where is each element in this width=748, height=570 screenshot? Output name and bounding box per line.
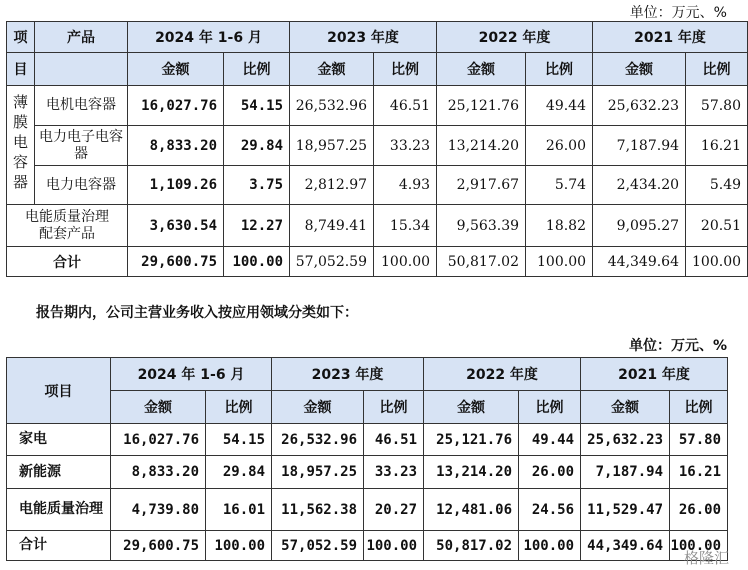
cell-ratio: 100.00 bbox=[206, 531, 272, 561]
cell-ratio: 4.93 bbox=[374, 166, 437, 205]
cell-amount: 44,349.64 bbox=[593, 247, 686, 277]
cell-ratio: 57.80 bbox=[686, 86, 748, 126]
header-period-2022: 2022 年度 bbox=[424, 358, 581, 391]
cell-ratio: 26.00 bbox=[519, 456, 581, 489]
cell-ratio: 100.00 bbox=[224, 247, 290, 277]
cell-amount: 9,563.39 bbox=[437, 205, 526, 247]
cell-ratio: 3.75 bbox=[224, 166, 290, 205]
cell-ratio: 46.51 bbox=[374, 86, 437, 126]
cell-ratio: 20.51 bbox=[686, 205, 748, 247]
header-period-2023: 2023 年度 bbox=[290, 22, 437, 53]
watermark-logo: 格隆汇 bbox=[683, 549, 729, 567]
header-ratio: 比例 bbox=[686, 53, 748, 86]
row-label: 电力电容器 bbox=[35, 166, 128, 205]
row-label: 电力电子电容器 bbox=[35, 126, 128, 166]
cell-amount: 7,187.94 bbox=[581, 456, 670, 489]
cell-ratio: 16.01 bbox=[206, 489, 272, 531]
cell-amount: 2,917.67 bbox=[437, 166, 526, 205]
row-label: 家电 bbox=[7, 424, 111, 456]
header-amount: 金额 bbox=[424, 391, 519, 424]
cell-amount: 57,052.59 bbox=[290, 247, 374, 277]
cell-ratio: 16.21 bbox=[670, 456, 728, 489]
cell-amount: 50,817.02 bbox=[424, 531, 519, 561]
header-amount: 金额 bbox=[111, 391, 206, 424]
cell-ratio: 15.34 bbox=[374, 205, 437, 247]
cell-amount: 25,632.23 bbox=[581, 424, 670, 456]
header-ratio: 比例 bbox=[519, 391, 581, 424]
header-ratio: 比例 bbox=[670, 391, 728, 424]
cell-amount: 11,562.38 bbox=[272, 489, 364, 531]
row-label: 电能质量治理 bbox=[7, 489, 111, 531]
row-label: 新能源 bbox=[7, 456, 111, 489]
cell-ratio: 54.15 bbox=[224, 86, 290, 126]
cell-amount: 13,214.20 bbox=[424, 456, 519, 489]
total-label: 合计 bbox=[7, 247, 128, 277]
cell-ratio: 24.56 bbox=[519, 489, 581, 531]
header-amount: 金额 bbox=[128, 53, 224, 86]
cell-amount: 4,739.80 bbox=[111, 489, 206, 531]
cell-amount: 12,481.06 bbox=[424, 489, 519, 531]
cell-amount: 2,812.97 bbox=[290, 166, 374, 205]
section-sentence: 报告期内，公司主营业务收入按应用领域分类如下： bbox=[36, 305, 358, 321]
header-period-2024h1: 2024 年 1-6 月 bbox=[128, 22, 290, 53]
cell-amount: 8,833.20 bbox=[128, 126, 224, 166]
header-amount: 金额 bbox=[272, 391, 364, 424]
cell-ratio: 20.27 bbox=[364, 489, 424, 531]
cell-amount: 29,600.75 bbox=[128, 247, 224, 277]
cell-amount: 25,121.76 bbox=[437, 86, 526, 126]
header-ratio: 比例 bbox=[526, 53, 593, 86]
cell-amount: 57,052.59 bbox=[272, 531, 364, 561]
cell-ratio: 16.21 bbox=[686, 126, 748, 166]
cell-amount: 1,109.26 bbox=[128, 166, 224, 205]
header-product-empty bbox=[35, 53, 128, 86]
cell-amount: 16,027.76 bbox=[128, 86, 224, 126]
cell-ratio: 57.80 bbox=[670, 424, 728, 456]
cell-amount: 25,121.76 bbox=[424, 424, 519, 456]
cell-ratio: 5.74 bbox=[526, 166, 593, 205]
total-label: 合计 bbox=[7, 531, 111, 561]
cell-amount: 9,095.27 bbox=[593, 205, 686, 247]
header-period-2022: 2022 年度 bbox=[437, 22, 593, 53]
cell-amount: 50,817.02 bbox=[437, 247, 526, 277]
application-revenue-table bbox=[6, 357, 728, 561]
cell-ratio: 100.00 bbox=[374, 247, 437, 277]
cell-ratio: 26.00 bbox=[670, 489, 728, 531]
cell-amount: 25,632.23 bbox=[593, 86, 686, 126]
cell-ratio: 54.15 bbox=[206, 424, 272, 456]
header-item-cont: 目 bbox=[7, 53, 35, 86]
cell-ratio: 49.44 bbox=[519, 424, 581, 456]
cell-ratio: 26.00 bbox=[526, 126, 593, 166]
header-item: 项 bbox=[7, 22, 35, 53]
header-ratio: 比例 bbox=[374, 53, 437, 86]
header-product: 产品 bbox=[35, 22, 128, 53]
cell-ratio: 18.82 bbox=[526, 205, 593, 247]
header-ratio: 比例 bbox=[224, 53, 290, 86]
cell-ratio: 100.00 bbox=[670, 531, 728, 561]
group-label-film-capacitor: 薄膜电容器 bbox=[7, 86, 35, 205]
cell-ratio: 29.84 bbox=[206, 456, 272, 489]
header-period-2021: 2021 年度 bbox=[593, 22, 748, 53]
header-period-2023: 2023 年度 bbox=[272, 358, 424, 391]
cell-amount: 11,529.47 bbox=[581, 489, 670, 531]
cell-ratio: 100.00 bbox=[364, 531, 424, 561]
cell-amount: 26,532.96 bbox=[272, 424, 364, 456]
cell-ratio: 33.23 bbox=[364, 456, 424, 489]
unit-label-top: 单位：万元、% bbox=[629, 5, 727, 21]
cell-amount: 18,957.25 bbox=[272, 456, 364, 489]
header-amount: 金额 bbox=[437, 53, 526, 86]
cell-amount: 26,532.96 bbox=[290, 86, 374, 126]
cell-amount: 29,600.75 bbox=[111, 531, 206, 561]
cell-amount: 2,434.20 bbox=[593, 166, 686, 205]
cell-amount: 44,349.64 bbox=[581, 531, 670, 561]
cell-amount: 8,833.20 bbox=[111, 456, 206, 489]
header-amount: 金额 bbox=[593, 53, 686, 86]
cell-amount: 16,027.76 bbox=[111, 424, 206, 456]
cell-ratio: 49.44 bbox=[526, 86, 593, 126]
header-amount: 金额 bbox=[581, 391, 670, 424]
cell-ratio: 29.84 bbox=[224, 126, 290, 166]
product-revenue-table bbox=[6, 21, 748, 277]
cell-ratio: 100.00 bbox=[519, 531, 581, 561]
cell-amount: 13,214.20 bbox=[437, 126, 526, 166]
header-ratio: 比例 bbox=[206, 391, 272, 424]
cell-ratio: 12.27 bbox=[224, 205, 290, 247]
cell-ratio: 5.49 bbox=[686, 166, 748, 205]
header-period-2021: 2021 年度 bbox=[581, 358, 728, 391]
cell-ratio: 100.00 bbox=[526, 247, 593, 277]
cell-ratio: 33.23 bbox=[374, 126, 437, 166]
header-period-2024h1: 2024 年 1-6 月 bbox=[111, 358, 272, 391]
header-amount: 金额 bbox=[290, 53, 374, 86]
header-ratio: 比例 bbox=[364, 391, 424, 424]
header-item: 项目 bbox=[7, 358, 111, 424]
cell-amount: 18,957.25 bbox=[290, 126, 374, 166]
cell-amount: 8,749.41 bbox=[290, 205, 374, 247]
cell-ratio: 46.51 bbox=[364, 424, 424, 456]
unit-label-mid: 单位：万元、% bbox=[628, 338, 727, 354]
cell-amount: 7,187.94 bbox=[593, 126, 686, 166]
cell-amount: 3,630.54 bbox=[128, 205, 224, 247]
cell-ratio: 100.00 bbox=[686, 247, 748, 277]
row-label: 电机电容器 bbox=[35, 86, 128, 126]
row-label: 电能质量治理配套产品 bbox=[7, 205, 128, 247]
